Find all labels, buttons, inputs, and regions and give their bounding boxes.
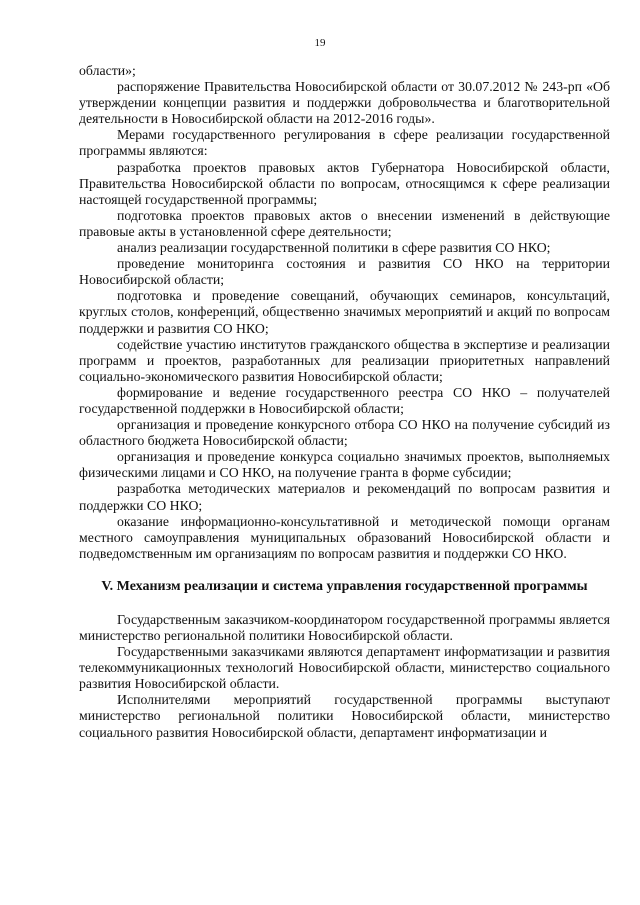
paragraph: области»; bbox=[79, 63, 136, 78]
paragraph: Государственным заказчиком-координатором государственной программы является министерство региональной политики Новосибирской области. bbox=[79, 611, 610, 643]
paragraph: распоряжение Правительства Новосибирской области от 30.07.2012 № 243-рп «Об утверждении концепции развития и поддержки добровольчества и благотворительной деятельности в Новосибирской области на 2012-2016 годы». bbox=[79, 79, 610, 127]
paragraph: содействие участию институтов гражданского общества в экспертизе и реализации программ и проектов, разработанных для реализации приоритетных направлений социально-экономического развития Новосибирской области; bbox=[79, 336, 610, 384]
paragraph: Государственными заказчиками являются департамент информатизации и развития телекоммуникационных технологий Новосибирской области, министерство социального развития Новосибирской области. bbox=[79, 644, 610, 692]
paragraph: Исполнителями мероприятий государственной программы выступают министерство региональной политики Новосибирской области, министерство социального развития Новосибирской области, департамент информатизации и bbox=[79, 692, 610, 740]
paragraph: формирование и ведение государственного реестра СО НКО – получателей государственной поддержки в Новосибирской области; bbox=[79, 384, 610, 416]
document-body bbox=[79, 63, 610, 741]
paragraph: подготовка проектов правовых актов о внесении изменений в действующие правовые акты в установленной сфере деятельности; bbox=[79, 207, 610, 239]
paragraph: разработка проектов правовых актов Губернатора Новосибирской области, Правительства Новосибирской области по вопросам, относящимся к сфере реализации настоящей государственной программы; bbox=[79, 159, 610, 207]
paragraph: проведение мониторинга состояния и развития СО НКО на территории Новосибирской области; bbox=[79, 256, 610, 288]
paragraph: разработка методических материалов и рекомендаций по вопросам развития и поддержки СО НКО; bbox=[79, 481, 610, 513]
paragraph: оказание информационно-консультативной и методической помощи органам местного самоуправления муниципальных образований Новосибирской области и подведомственным им организациям по вопросам развития и поддержки СО НКО. bbox=[79, 513, 610, 561]
paragraph: анализ реализации государственной политики в сфере развития СО НКО; bbox=[117, 240, 551, 256]
section-heading: V. Механизм реализации и система управления государственной программы bbox=[101, 578, 588, 594]
paragraph: организация и проведение конкурсного отбора СО НКО на получение субсидий из областного бюджета Новосибирской области; bbox=[79, 417, 610, 449]
paragraph: организация и проведение конкурса социально значимых проектов, выполняемых физическими лицами и СО НКО, на получение гранта в форме субсидии; bbox=[79, 449, 610, 481]
paragraph: подготовка и проведение совещаний, обучающих семинаров, консультаций, круглых столов, конференций, общественно значимых мероприятий и акций по вопросам поддержки и развития СО НКО; bbox=[79, 288, 610, 336]
paragraph: Мерами государственного регулирования в сфере реализации государственной программы являются: bbox=[79, 127, 610, 159]
page-number: 19 bbox=[314, 37, 326, 49]
